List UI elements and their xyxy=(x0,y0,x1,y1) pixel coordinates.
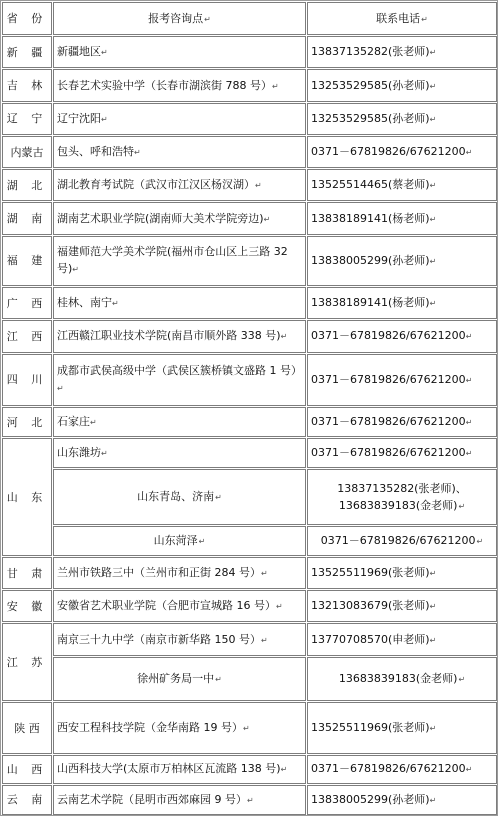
province-cell: 陕 西 xyxy=(2,702,52,754)
point-cell: 湖南艺术职业学院(湖南师大美术学院旁边)↵ xyxy=(53,202,306,234)
phone-cell: 13838189141(杨老师)↵ xyxy=(307,202,497,234)
consultation-table xyxy=(1,1,498,816)
point-cell: 山东青岛、济南↵ xyxy=(53,469,306,524)
table-row xyxy=(2,557,497,589)
province-cell: 内蒙古 xyxy=(2,136,52,168)
province-cell: 江 西 xyxy=(2,320,52,352)
phone-cell: 13213083679(张老师)↵ xyxy=(307,590,497,622)
province-cell: 吉 林 xyxy=(2,69,52,101)
phone-cell: 13837135282(张老师)↵ xyxy=(307,36,497,68)
phone-cell: 13525511969(张老师)↵ xyxy=(307,557,497,589)
header-phone: 联系电话↵ xyxy=(307,2,497,35)
point-cell: 石家庄↵ xyxy=(53,407,306,437)
province-cell: 湖 北 xyxy=(2,169,52,201)
province-cell: 四 川 xyxy=(2,354,52,406)
province-cell: 新 疆 xyxy=(2,36,52,68)
table-row xyxy=(2,169,497,201)
point-cell: 山东菏泽↵ xyxy=(53,526,306,556)
point-cell: 长春艺术实验中学（长春市湖滨街 788 号）↵ xyxy=(53,69,306,101)
phone-cell: 0371－67819826/67621200↵ xyxy=(307,407,497,437)
table-row xyxy=(2,755,497,783)
table-row xyxy=(2,202,497,234)
point-cell: 兰州市铁路三中（兰州市和正街 284 号）↵ xyxy=(53,557,306,589)
point-cell: 新疆地区↵ xyxy=(53,36,306,68)
province-cell: 甘 肃 xyxy=(2,557,52,589)
province-cell: 安 徽 xyxy=(2,590,52,622)
point-cell: 山西科技大学(太原市万柏林区瓦流路 138 号)↵ xyxy=(53,755,306,783)
phone-cell: 13838005299(孙老师)↵ xyxy=(307,785,497,815)
point-cell: 江西赣江职业技术学院(南昌市顺外路 338 号)↵ xyxy=(53,320,306,352)
phone-cell: 13525511969(张老师)↵ xyxy=(307,702,497,754)
table-row xyxy=(2,623,497,655)
point-cell: 西安工程科技学院（金华南路 19 号）↵ xyxy=(53,702,306,754)
table-row xyxy=(2,236,497,286)
phone-cell: 13838189141(杨老师)↵ xyxy=(307,287,497,319)
point-cell: 成都市武侯高级中学（武侯区簇桥镇文盛路 1 号）↵ xyxy=(53,354,306,406)
province-cell: 山 西 xyxy=(2,755,52,783)
phone-cell: 13770708570(申老师)↵ xyxy=(307,623,497,655)
province-cell-jiangsu: 江 苏 xyxy=(2,623,52,701)
phone-cell: 0371－67819826/67621200↵ xyxy=(307,438,497,468)
point-cell: 南京三十九中学（南京市新华路 150 号）↵ xyxy=(53,623,306,655)
point-cell: 湖北教育考试院（武汉市江汉区杨汊湖）↵ xyxy=(53,169,306,201)
table-row xyxy=(2,438,497,468)
province-cell: 湖 南 xyxy=(2,202,52,234)
table-row xyxy=(2,69,497,101)
phone-cell: 13253529585(孙老师)↵ xyxy=(307,103,497,135)
table-row xyxy=(2,354,497,406)
table-row xyxy=(2,657,497,701)
table-row xyxy=(2,785,497,815)
header-point: 报考咨询点↵ xyxy=(53,2,306,35)
header-province: 省 份 xyxy=(2,2,52,35)
table-row xyxy=(2,136,497,168)
province-cell: 河 北 xyxy=(2,407,52,437)
phone-cell: 13837135282(张老师)、13683839183(金老师)↵ xyxy=(307,469,497,524)
point-cell: 山东潍坊↵ xyxy=(53,438,306,468)
table-row xyxy=(2,407,497,437)
table-row xyxy=(2,36,497,68)
phone-cell: 13253529585(孙老师)↵ xyxy=(307,69,497,101)
province-cell: 辽 宁 xyxy=(2,103,52,135)
table-row xyxy=(2,590,497,622)
phone-cell: 0371－67819826/67621200↵ xyxy=(307,354,497,406)
point-cell: 福建师范大学美术学院(福州市仓山区上三路 32号)↵ xyxy=(53,236,306,286)
point-cell: 云南艺术学院（昆明市西郊麻园 9 号）↵ xyxy=(53,785,306,815)
phone-cell: 0371－67819826/67621200↵ xyxy=(307,526,497,556)
province-cell: 福 建 xyxy=(2,236,52,286)
table-row xyxy=(2,287,497,319)
point-cell: 包头、呼和浩特↵ xyxy=(53,136,306,168)
phone-cell: 0371－67819826/67621200↵ xyxy=(307,755,497,783)
table-row xyxy=(2,469,497,524)
point-cell: 桂林、南宁↵ xyxy=(53,287,306,319)
phone-cell: 0371－67819826/67621200↵ xyxy=(307,320,497,352)
point-cell: 徐州矿务局一中↵ xyxy=(53,657,306,701)
phone-cell: 13838005299(孙老师)↵ xyxy=(307,236,497,286)
table-row xyxy=(2,103,497,135)
table-row xyxy=(2,526,497,556)
province-cell-shandong: 山 东 xyxy=(2,438,52,556)
table-row xyxy=(2,320,497,352)
point-cell: 辽宁沈阳↵ xyxy=(53,103,306,135)
phone-cell: 13525514465(蔡老师)↵ xyxy=(307,169,497,201)
province-cell: 云 南 xyxy=(2,785,52,815)
phone-cell: 13683839183(金老师)↵ xyxy=(307,657,497,701)
table-header-row xyxy=(2,2,497,35)
phone-cell: 0371－67819826/67621200↵ xyxy=(307,136,497,168)
province-cell: 广 西 xyxy=(2,287,52,319)
point-cell: 安徽省艺术职业学院（合肥市宣城路 16 号）↵ xyxy=(53,590,306,622)
table-row xyxy=(2,702,497,754)
